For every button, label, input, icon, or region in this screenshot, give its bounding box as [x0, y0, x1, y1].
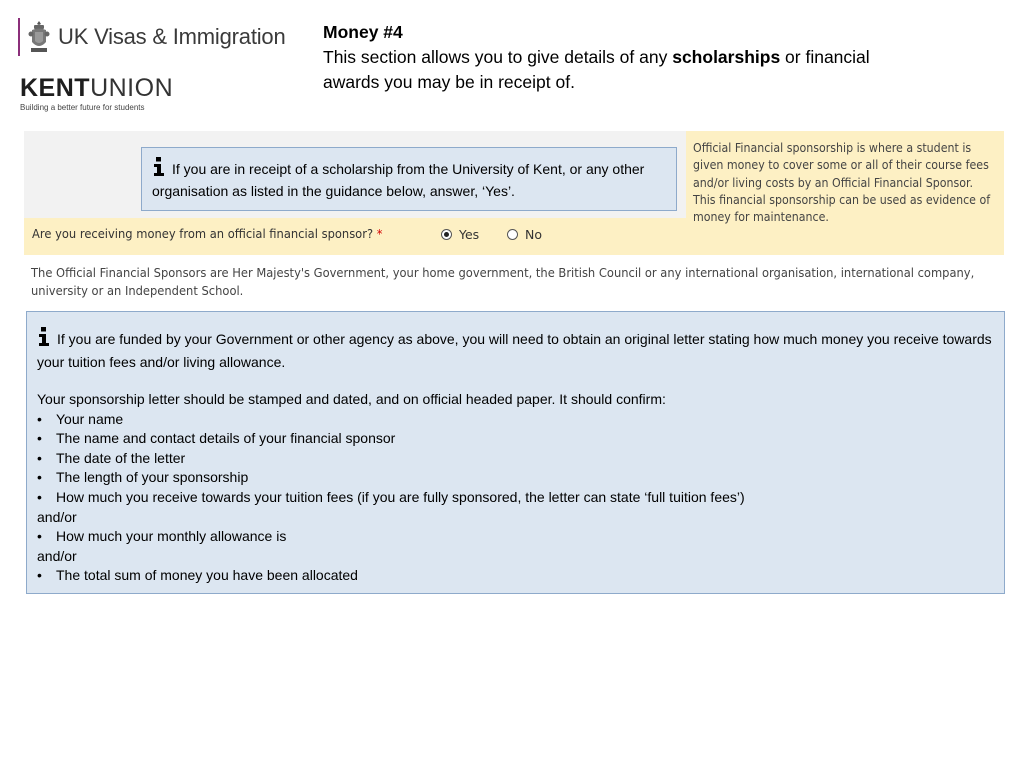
list-item-text: How much you receive towards your tuition fees (if you are fully sponsored, the letter can state ‘full tuition fees’): [56, 488, 745, 505]
page-description: [323, 45, 883, 95]
kent-wordmark-bold: KENT: [20, 74, 91, 102]
list-item-text: The total sum of money you have been allocated: [56, 567, 358, 584]
radio-yes-selected-icon[interactable]: [441, 229, 452, 240]
description-text-start: This section allows you to give details of any: [323, 47, 673, 67]
list-item-text: How much your monthly allowance is: [56, 528, 287, 545]
radio-no-label: No: [525, 227, 542, 242]
list-item-text: Your name: [56, 410, 124, 427]
logo-divider: [18, 18, 20, 56]
letter-requirements-text: Your sponsorship letter should be stamped and dated, and on official headed paper. It should confirm:: [37, 391, 666, 407]
radio-yes[interactable]: [441, 227, 479, 242]
list-item-text: The date of the letter: [56, 449, 186, 466]
list-item: [37, 410, 994, 430]
funding-info-intro-text: If you are funded by your Government or other agency as above, you will need to obtain an original letter stating how much money you receive towards your tuition fees and/or living allowance.: [37, 331, 992, 370]
sponsorship-definition-text: Official Financial sponsorship is where a student is given money to cover some or all of their course fees and/or living costs by an Official Financial Sponsor. This financial sponsorship can be used as evidence of money for maintenance.: [693, 141, 991, 225]
official-sponsors-note: The Official Financial Sponsors are Her Majesty's Government, your home government, the British Council or any international organisation, international company, university or an Independent School.: [31, 265, 975, 298]
kent-union-tagline: Building a better future for students: [20, 103, 145, 112]
list-item: [37, 488, 994, 508]
bullet-marker: •: [37, 410, 42, 427]
list-item: [37, 449, 994, 469]
page-header: [323, 20, 883, 95]
list-item: [37, 566, 994, 586]
radio-no[interactable]: [507, 227, 542, 242]
bullet-marker: •: [37, 469, 42, 486]
list-item: [37, 527, 994, 547]
sponsor-question-text: Are you receiving money from an official financial sponsor?: [32, 226, 374, 241]
sponsor-question-label: [32, 226, 382, 241]
list-item: [37, 429, 994, 449]
ukvi-logo: [18, 18, 286, 56]
bullet-marker: •: [37, 488, 42, 505]
funding-info-box: [26, 311, 1005, 594]
kent-wordmark-light: UNION: [90, 74, 174, 102]
list-item: [37, 468, 994, 488]
kent-union-wordmark: [20, 74, 173, 102]
required-marker: *: [376, 226, 383, 241]
scholarship-info-text: If you are in receipt of a scholarship from the University of Kent, or any other organisation as listed in the guidance below, answer, ‘Yes’.: [152, 161, 645, 199]
funding-info-intro: [37, 327, 994, 374]
description-emphasis: scholarships: [672, 47, 781, 67]
list-item-text: The name and contact details of your financial sponsor: [56, 430, 396, 447]
and-or-text: and/or: [37, 547, 77, 564]
radio-no-unselected-icon[interactable]: [507, 229, 518, 240]
and-or-text: and/or: [37, 508, 77, 525]
royal-crest-icon: [28, 20, 50, 54]
scholarship-info-box: [141, 147, 677, 211]
bullet-marker: •: [37, 430, 42, 447]
description-text-end: or financial awards you may be in receipt of.: [323, 47, 870, 92]
bullet-marker: •: [37, 528, 42, 545]
bullet-marker: •: [37, 567, 42, 584]
ukvi-logo-text: UK Visas & Immigration: [58, 24, 286, 49]
list-item-text: The length of your sponsorship: [56, 469, 249, 486]
radio-yes-label: Yes: [459, 227, 480, 242]
bullet-marker: •: [37, 449, 42, 466]
kent-union-logo: [20, 74, 173, 112]
page-title: Money #4: [323, 22, 403, 42]
info-icon: [152, 157, 166, 176]
sponsorship-definition-note: [686, 131, 1004, 255]
info-icon: [37, 327, 51, 346]
